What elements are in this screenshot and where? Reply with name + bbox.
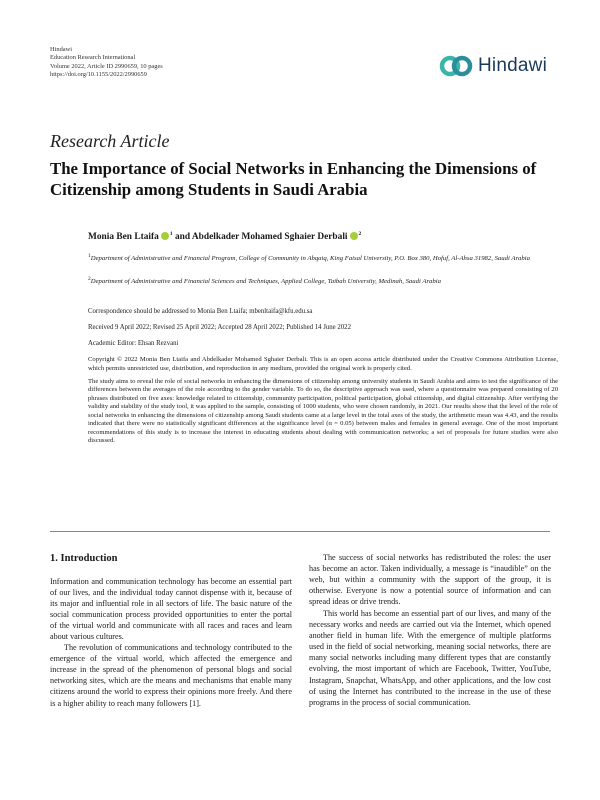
- affiliation-1-number: 1: [88, 253, 91, 259]
- article-dates: Received 9 April 2022; Revised 25 April 2022; Accepted 28 April 2022; Published 14 June 2022: [88, 324, 351, 331]
- author-2-affil: 2: [358, 231, 362, 237]
- abstract: The study aims to reveal the role of social networks in enhancing the dimensions of citizenship among university students in Saudi Arabia and aims to test the significance of the differences between the averages of the role according to the gender variable. To do so, the descriptive approach was used, where a questionnaire was prepared consisting of 20 phrases distributed on five axes: knowledge related to citizenship, community participation, political participation, global citizenship, and digital citizenship. After verifying the validity and stability of the study tool, it was applied to the sample, consisting of 1000 students, who were chosen randomly, in 2021. Our results show that the level of the role of social networks in enhancing the dimensions of citizenship among Saudi students came at a large level in the total axes of the study, the arithmetic mean was 4.43, and the results indicated that there were no statistically significant differences at the significance level (α = 0.05) between males and females in general average. One of the most important recommendations of this study is to increase the interest in educating students about dealing with communication networks; a set of proposals for future studies were also discussed.: [88, 378, 558, 445]
- author-1-affil: 1: [169, 231, 173, 237]
- copyright-notice: Copyright © 2022 Monia Ben Ltaifa and Abdelkader Mohamed Sghaier Derbali. This is an open access article distributed under the Creative Commons Attribution License, which permits unrestricted use, distribution, and reproduction in any medium, provided the original work is properly cited.: [88, 356, 558, 372]
- article-title: The Importance of Social Networks in Enhancing the Dimensions of Citizenship among Students in Saudi Arabia: [50, 159, 537, 199]
- section-heading: 1. Introduction: [50, 553, 118, 564]
- paragraph: The success of social networks has redistributed the roles: the user has become an actor. Taken individually, a message is “inaudible” on the web, but within a community with the support of the group, it is otherwise. Everyone is now a potential source of information and can spread ideas or drive trends.: [309, 553, 551, 607]
- author-2[interactable]: Abdelkader Mohamed Sghaier Derbali: [191, 232, 348, 243]
- affiliation-1: [88, 252, 558, 263]
- hindawi-logo-icon: [439, 49, 473, 83]
- journal-meta: [50, 46, 163, 80]
- paragraph: The revolution of communications and technology contributed to the emergence of the virtual world, which affected the emergence and increase in the spread of the phenomenon of personal blogs and social networking sites, which are the means and mechanisms that enable many citizens around the world to express their opinions more freely. And there is a higher ability to reach many followers [1].: [50, 643, 292, 708]
- academic-editor: Academic Editor: Ehsan Rezvani: [88, 340, 179, 347]
- doi-link[interactable]: https://doi.org/10.1155/2022/2990659: [50, 71, 147, 79]
- journal-name: Education Research International: [50, 54, 136, 62]
- hindawi-logo[interactable]: [439, 43, 557, 89]
- affiliation-2-number: 2: [88, 276, 91, 282]
- left-column: [50, 576, 292, 709]
- orcid-icon[interactable]: [161, 232, 169, 240]
- article-type: Research Article: [50, 131, 170, 151]
- paragraph: Information and communication technology has become an essential part of our lives, and the individual today cannot dispense with it, because of its major and influential role in all sectors of life. The basic nature of the social communication process provided opportunities to enter the portal of the virtual world and communicate with all races and races and learn about various cultures.: [50, 577, 292, 642]
- logo-wordmark: Hindawi: [478, 55, 547, 76]
- author-list: [88, 231, 361, 242]
- orcid-icon[interactable]: [350, 232, 358, 240]
- author-connector: and: [172, 232, 192, 243]
- section-divider: [50, 531, 550, 532]
- correspondence: Correspondence should be addressed to Monia Ben Ltaifa; mbenltaifa@kfu.edu.sa: [88, 308, 313, 315]
- paragraph: This world has become an essential part of our lives, and many of the necessary works and needs are carried out via the Internet, which opened another field in human life. With the emergence of multiple platforms used in the field of social networking, meaning social networks, there are many social networks including many different types that are constantly evolving, the most important of which are Facebook, Twitter, YouTube, Instagram, Snapchat, WhatsApp, and other applications, and the low cost of using the Internet has contributed to the increase in the use of these programs in the process of social communication.: [309, 609, 551, 707]
- author-1[interactable]: Monia Ben Ltaifa: [88, 232, 159, 243]
- affiliation-2: [88, 275, 558, 286]
- volume-info: Volume 2022, Article ID 2990659, 10 pages: [50, 62, 163, 70]
- affiliation-2-text: Department of Administrative and Financial Sciences and Techniques, Applied College, Taibah University, Medinah, Saudi Arabia: [90, 278, 441, 286]
- affiliation-1-text: Department of Administrative and Financial Program, College of Community in Abqaiq, King Faisal University, P.O. Box 380, Hofuf, Al-Ahsa 31982, Saudi Arabia: [90, 255, 530, 263]
- publisher-name: Hindawi: [50, 46, 73, 53]
- right-column: [309, 552, 551, 708]
